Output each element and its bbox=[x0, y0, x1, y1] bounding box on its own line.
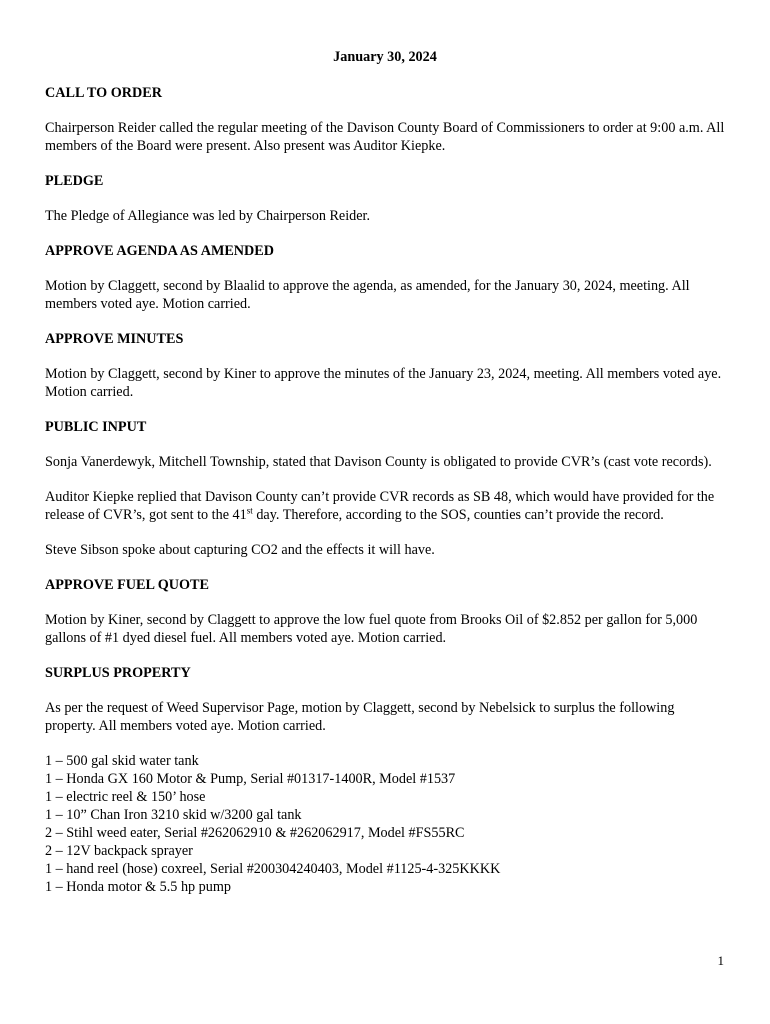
list-item: 2 – Stihl weed eater, Serial #262062910 & #262062917, Model #FS55RC bbox=[45, 825, 465, 841]
call-to-order-text: Chairperson Reider called the regular meeting of the Davison County Board of Commissioners to order at 9:00 a.m. All members of the Board were present. Also present was Auditor Kiepke. bbox=[45, 120, 725, 154]
surplus-property-text: As per the request of Weed Supervisor Page, motion by Claggett, second by Nebelsick to surplus the following property. All members voted aye. Motion carried. bbox=[45, 700, 675, 734]
list-item: 1 – electric reel & 150’ hose bbox=[45, 789, 206, 805]
heading-approve-minutes: APPROVE MINUTES bbox=[45, 331, 184, 347]
list-item: 1 – 10” Chan Iron 3210 skid w/3200 gal tank bbox=[45, 807, 302, 823]
heading-pledge: PLEDGE bbox=[45, 173, 104, 189]
heading-surplus-property: SURPLUS PROPERTY bbox=[45, 665, 191, 681]
heading-public-input: PUBLIC INPUT bbox=[45, 419, 147, 435]
public-input-p2-sup: st bbox=[246, 505, 253, 516]
meeting-date: January 30, 2024 bbox=[333, 49, 437, 65]
public-input-p2-before: Auditor Kiepke replied that Davison County can’t provide CVR records as SB 48, which would have provided for the release of CVR’s, got sent to the 41 bbox=[45, 489, 715, 523]
list-item: 1 – hand reel (hose) coxreel, Serial #200304240403, Model #1125-4-325KKKK bbox=[45, 861, 501, 877]
approve-agenda-text: Motion by Claggett, second by Blaalid to approve the agenda, as amended, for the January 30, 2024, meeting. All members voted aye. Motion carried. bbox=[45, 278, 690, 312]
surplus-property-list bbox=[45, 752, 725, 896]
heading-approve-agenda: APPROVE AGENDA AS AMENDED bbox=[45, 243, 274, 259]
page-number: 1 bbox=[717, 953, 724, 968]
fuel-quote-text: Motion by Kiner, second by Claggett to approve the low fuel quote from Brooks Oil of $2.852 per gallon for 5,000 gallons of #1 dyed diesel fuel. All members voted aye. Motion carried. bbox=[45, 612, 698, 646]
public-input-p2-after: day. Therefore, according to the SOS, counties can’t provide the record. bbox=[252, 507, 664, 523]
list-item: 1 – Honda GX 160 Motor & Pump, Serial #01317-1400R, Model #1537 bbox=[45, 771, 456, 787]
minutes-content bbox=[45, 84, 725, 896]
heading-call-to-order: CALL TO ORDER bbox=[45, 85, 162, 101]
approve-minutes-text: Motion by Claggett, second by Kiner to approve the minutes of the January 23, 2024, meeting. All members voted aye. Motion carried. bbox=[45, 366, 722, 400]
list-item: 2 – 12V backpack sprayer bbox=[45, 843, 193, 859]
public-input-p1: Sonja Vanerdewyk, Mitchell Township, stated that Davison County is obligated to provide CVR’s (cast vote records). bbox=[45, 454, 712, 470]
list-item: 1 – 500 gal skid water tank bbox=[45, 753, 199, 769]
public-input-p2 bbox=[45, 488, 725, 524]
heading-fuel-quote: APPROVE FUEL QUOTE bbox=[45, 577, 209, 593]
list-item: 1 – Honda motor & 5.5 hp pump bbox=[45, 879, 232, 895]
pledge-text: The Pledge of Allegiance was led by Chairperson Reider. bbox=[45, 208, 371, 224]
public-input-p3: Steve Sibson spoke about capturing CO2 and the effects it will have. bbox=[45, 542, 435, 558]
